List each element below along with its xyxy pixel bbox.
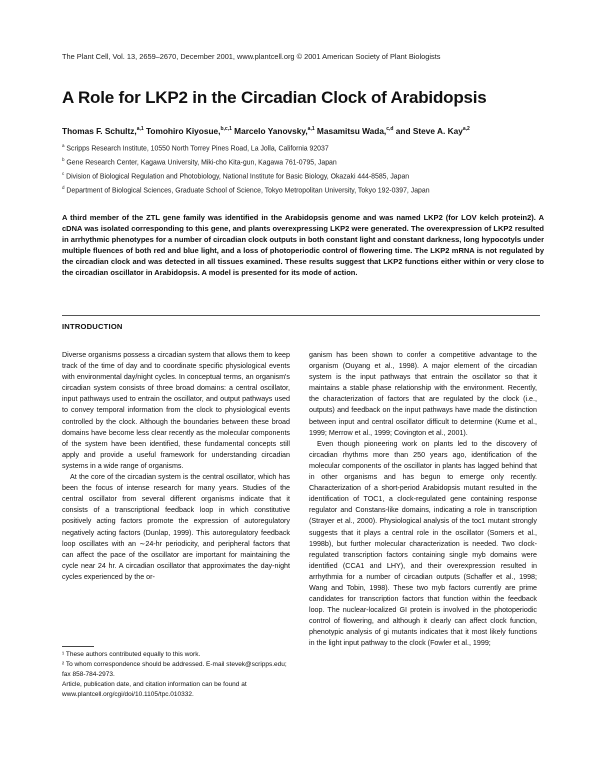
author-name: Marcelo Yanovsky, <box>231 126 308 136</box>
affiliation-text: Scripps Research Institute, 10550 North Torrey Pines Road, La Jolla, California 92037 <box>64 145 329 153</box>
affiliation-text: Gene Research Center, Kagawa University, Miki-cho Kita-gun, Kagawa 761-0795, Japan <box>64 159 337 167</box>
affiliation-list <box>62 141 430 197</box>
footnote: Article, publication date, and citation information can be found at www.plantcell.org/cgi/doi/10.1105/tpc.010332. <box>62 680 247 698</box>
section-divider <box>62 315 540 316</box>
footnote-divider <box>62 646 94 647</box>
author-affiliation-mark: a,2 <box>462 126 470 133</box>
affiliation-item <box>62 169 430 183</box>
body-paragraph: ganism has been shown to confer a competitive advantage to the organism (Ouyang et al., 1998). A major element of the circadian system is the input pathways that entrain the oscillator so that it maintains a stable phase relationship with the environment. Recently, the characterization of factors that are regulated by the clock (i.e., outputs) and feedback on the input pathways have made the distinction between input and central oscillator difficult to determine (Kume et al., 1999; Merrow et al., 1999; Covington et al., 2001). <box>309 351 537 437</box>
affiliation-text: Division of Biological Regulation and Photobiology, National Institute for Basic Biology, Okazaki 444-8585, Japan <box>64 173 410 181</box>
body-paragraph: At the core of the circadian system is the central oscillator, which has been the focus of intense research for many years. Studies of the central oscillator from several different organisms indicate that it consists of a transcriptional feedback loop in which constitutive positively acting factors promote the expression of autoregulatory negatively acting factors (Dunlap, 1999). This autoregulatory feedback loop oscillates with an ∼24-hr periodicity, and peripheral factors that can affect the pace of the oscillator are important for maintaining the cycle near 24 hr. A circadian oscillator that approximates the day-night cycles experienced by the or- <box>62 473 290 581</box>
affiliation-mark: a <box>62 143 65 148</box>
affiliation-item <box>62 155 430 169</box>
author-name: Thomas F. Schultz, <box>62 126 137 136</box>
author-list <box>62 126 470 136</box>
article-title: A Role for LKP2 in the Circadian Clock of Arabidopsis <box>62 88 487 107</box>
footnote: ¹ These authors contributed equally to this work. <box>62 651 201 658</box>
journal-citation-line: The Plant Cell, Vol. 13, 2659–2670, December 2001, www.plantcell.org © 2001 American Society of Plant Biologists <box>62 52 441 61</box>
author-affiliation-mark: c,d <box>386 126 394 133</box>
affiliation-mark: d <box>62 184 65 190</box>
affiliation-mark: b <box>62 156 65 162</box>
author-name: Masamitsu Wada, <box>314 126 387 136</box>
footnote: ² To whom correspondence should be addressed. E-mail stevek@scripps.edu; fax 858-784-2973. <box>62 660 287 678</box>
author-name: and Steve A. Kay <box>393 126 463 136</box>
affiliation-item <box>62 183 430 197</box>
body-paragraph: Even though pioneering work on plants led to the discovery of circadian rhythms more than 250 years ago, identification of the molecular components of the oscillator in plants has lagged behind that in other organisms and has begun to emerge only recently. Characterization of a short-period Arabidopsis mutant resulted in the identification of TOC1, a clock-regulated gene containing response regulator and Constans-like domains, indicating a role in transcription (Strayer et al., 2000). Physiological analysis of the toc1 mutant strongly suggests that it plays a central role in the oscillator (Somers et al., 1998b), but further molecular characterization is needed. Two clock-regulated transcription factors containing single myb domains were identified (CCA1 and LHY), and their overexpression resulted in arrhythmia for a number of circadian outputs (Schaffer et al., 1998; Wang and Tobin, 1998). These two myb factors currently are prime candidates for transcription factors that function within the feedback loop. The nuclear-localized GI protein is involved in the photoperiodic control of flowering, and although it clearly can affect clock function, phenotypic analysis of gi mutants indicates that it most likely functions in the light input pathway to the clock (Fowler et al., 1999; <box>309 439 537 648</box>
affiliation-mark: c <box>62 170 65 176</box>
footnotes <box>62 650 292 700</box>
left-column <box>62 350 290 583</box>
section-heading: INTRODUCTION <box>62 322 123 331</box>
affiliation-text: Department of Biological Sciences, Graduate School of Science, Tokyo Metropolitan University, Tokyo 192-0397, Japan <box>64 186 430 194</box>
author-affiliation-mark: a,1 <box>307 126 315 133</box>
abstract: A third member of the ZTL gene family was identified in the Arabidopsis genome and was named LKP2 (for LOV kelch protein2). A cDNA was isolated corresponding to this gene, and plants overexpressing LKP2 were generated. The overexpression of LKP2 resulted in arrhythmic phenotypes for a number of circadian clock outputs in both constant light and constant darkness, long hypocotyls under multiple fluences of both red and blue light, and a loss of photoperiodic control of flowering time. The LKP2 mRNA is not regulated by the circadian clock and was detected in all tissues examined. These results suggest that LKP2 functions either within or very close to the circadian oscillator in Arabidopsis. A model is presented for its mode of action. <box>62 213 544 278</box>
right-column <box>309 350 537 650</box>
affiliation-item <box>62 141 430 155</box>
body-paragraph: Diverse organisms possess a circadian system that allows them to keep track of the time of day and to coordinate specific physiological events with environmental day/night cycles. In conceptual terms, an organism's circadian system consists of three broad domains: a central oscillator, input pathways used to entrain the oscillator, and output pathways used to convey temporal information from the clock to physiological events controlled by the clock. Although the boundaries between these broad domains have become less clear recently as the molecular components of the system have been identified, these fundamental concepts still apply and provide a useful framework for understanding circadian systems in a wide range of organisms. <box>62 351 290 470</box>
author-affiliation-mark: a,1 <box>136 126 144 133</box>
author-name: Tomohiro Kiyosue, <box>143 126 221 136</box>
author-affiliation-mark: b,c,1 <box>220 126 232 133</box>
